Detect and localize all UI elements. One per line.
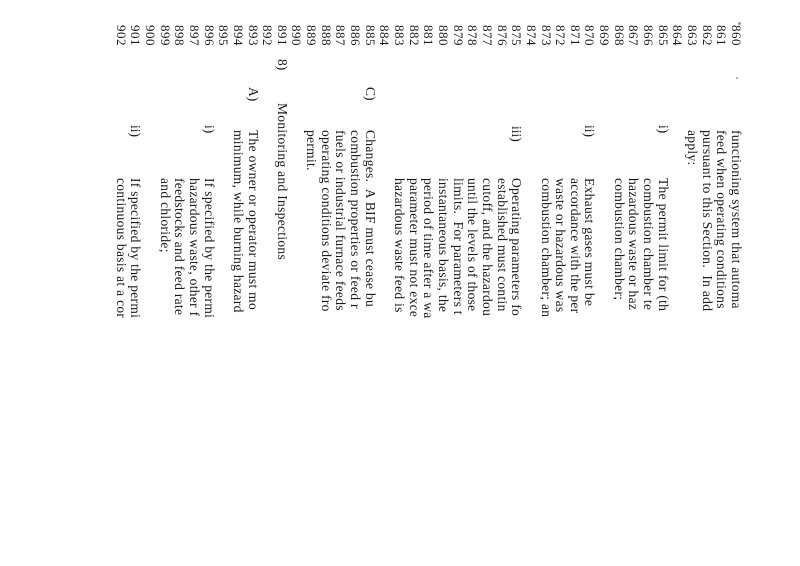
line-number: 877 (479, 25, 495, 46)
line-text: combustion chamber; (611, 178, 627, 301)
line-number: 883 (392, 25, 408, 46)
document-line (538, 0, 553, 566)
line-text: Operating parameters fo (509, 178, 525, 317)
line-text: functioning system that automa (729, 130, 744, 309)
line-number: 864 (670, 25, 686, 46)
line-text: minimum, while burning hazard (230, 130, 246, 313)
line-text: Changes. A BIF must cease bu (362, 130, 378, 308)
document-line (655, 0, 670, 566)
line-text: until the levels of those (465, 178, 481, 312)
line-number: 867 (626, 25, 642, 46)
line-text: The owner or operator must mo (245, 130, 261, 311)
item-label: i) (655, 125, 671, 134)
line-number: 902 (113, 25, 129, 46)
line-text: apply: (685, 130, 701, 166)
line-text: If specified by the permi (128, 178, 144, 319)
line-number: 860 (729, 25, 744, 46)
line-number: 891 (274, 25, 290, 46)
scan-speck (736, 77, 738, 79)
document-line (201, 0, 216, 566)
line-text: and chloride; (157, 178, 173, 253)
line-number: 892 (260, 25, 276, 46)
line-number: 873 (538, 25, 554, 46)
document-line (523, 0, 538, 566)
line-text: hazardous waste or haz (626, 178, 642, 311)
line-text: combustion properties or feed r (348, 130, 364, 309)
document-line (465, 0, 480, 566)
item-label: i) (201, 125, 217, 134)
line-number: 876 (494, 25, 510, 46)
document-line (509, 0, 524, 566)
document-line (670, 0, 685, 566)
line-number: 897 (186, 25, 202, 46)
item-label: ii) (128, 125, 144, 137)
line-number: 878 (465, 25, 481, 46)
line-number: 888 (318, 25, 334, 46)
line-text: The permit limit for (th (655, 178, 671, 312)
line-number: 862 (699, 25, 715, 46)
line-number: 861 (714, 25, 730, 46)
line-text: combustion chamber; an (538, 178, 554, 318)
line-text: If specified by the permi (201, 178, 217, 319)
line-number: 882 (406, 25, 422, 46)
line-number: 894 (230, 25, 246, 46)
item-label: C) (362, 87, 378, 101)
line-text: fuels or industrial furnace feeds (333, 130, 349, 311)
line-text: pursuant to this Section. In add (699, 130, 715, 312)
line-text: instantaneous basis, the (436, 178, 451, 313)
document-line (377, 0, 392, 566)
line-number: 879 (450, 25, 466, 46)
document-line (304, 0, 319, 566)
line-number: 869 (597, 25, 613, 46)
document-line (406, 0, 421, 566)
line-number: 889 (304, 25, 320, 46)
document-line (641, 0, 656, 566)
document-line (333, 0, 348, 566)
item-label: ii) (582, 125, 598, 137)
line-text: established must contin (494, 178, 510, 312)
line-text: limits. For parameters t (450, 178, 466, 315)
line-number: 875 (509, 25, 525, 46)
line-text: continuous basis at a cor (113, 178, 129, 319)
document-line (157, 0, 172, 566)
line-text: operating conditions deviate fro (318, 130, 334, 312)
line-text: permit. (304, 130, 320, 171)
document-line (479, 0, 494, 566)
line-number: 886 (348, 25, 364, 46)
line-text: feed when operating conditions (714, 130, 730, 309)
line-number: 890 (289, 25, 305, 46)
document-line (260, 0, 275, 566)
line-number: 868 (611, 25, 627, 46)
line-number: 899 (157, 25, 173, 46)
line-number: 885 (362, 25, 378, 46)
document-line (450, 0, 465, 566)
line-text: hazardous waste feed is (392, 178, 408, 313)
document-line (421, 0, 436, 566)
item-label: A) (245, 87, 261, 102)
item-label: iii) (509, 126, 525, 142)
document-line (582, 0, 597, 566)
document-line (392, 0, 407, 566)
line-number: 895 (216, 25, 232, 46)
document-line (172, 0, 187, 566)
line-number: 896 (201, 25, 217, 46)
scan-speck (738, 22, 741, 25)
line-number: 881 (421, 25, 437, 46)
line-number: 880 (436, 25, 451, 46)
line-number: 863 (685, 25, 701, 46)
line-number: 901 (128, 25, 144, 46)
line-number: 900 (143, 25, 158, 46)
line-number: 884 (377, 25, 393, 46)
document-line (714, 0, 729, 566)
document-line (729, 0, 744, 566)
line-number: 898 (172, 25, 188, 46)
line-number: 893 (245, 25, 261, 46)
document-line (436, 0, 451, 566)
document-line (611, 0, 626, 566)
line-text: Exhaust gases must be (582, 178, 598, 307)
document-line (128, 0, 143, 566)
line-number: 866 (641, 25, 657, 46)
line-text: combustion chamber te (641, 178, 657, 311)
line-number: 872 (553, 25, 569, 46)
document-line (245, 0, 260, 566)
document-line (186, 0, 201, 566)
document-line (362, 0, 377, 566)
document-line (597, 0, 612, 566)
document-line (113, 0, 128, 566)
line-number: 874 (523, 25, 539, 46)
document-line (289, 0, 304, 566)
item-label: 8) (274, 59, 290, 71)
document-line (626, 0, 641, 566)
document-line (230, 0, 245, 566)
document-line (274, 0, 289, 566)
line-text: period of time after a wa (421, 178, 437, 319)
document-line (216, 0, 231, 566)
document-line (494, 0, 509, 566)
line-number: 871 (567, 25, 583, 46)
document-line (318, 0, 333, 566)
document-line (348, 0, 363, 566)
line-number: 887 (333, 25, 349, 46)
line-text: accordance with the per (567, 178, 583, 314)
document-line (143, 0, 158, 566)
line-text: parameter must not exce (406, 178, 422, 318)
line-text: Monitoring and Inspections (274, 103, 290, 261)
document-line (685, 0, 700, 566)
document-line (699, 0, 714, 566)
line-text: waste or hazardous was (553, 178, 569, 313)
line-text: cutoff, and the hazardou (479, 178, 495, 317)
line-text: hazardous waste, other f (186, 178, 202, 317)
line-number: 865 (655, 25, 671, 46)
line-text: feedstocks and feed rate (172, 178, 188, 316)
line-number: 870 (582, 25, 598, 46)
document-line (553, 0, 568, 566)
document-line (567, 0, 582, 566)
